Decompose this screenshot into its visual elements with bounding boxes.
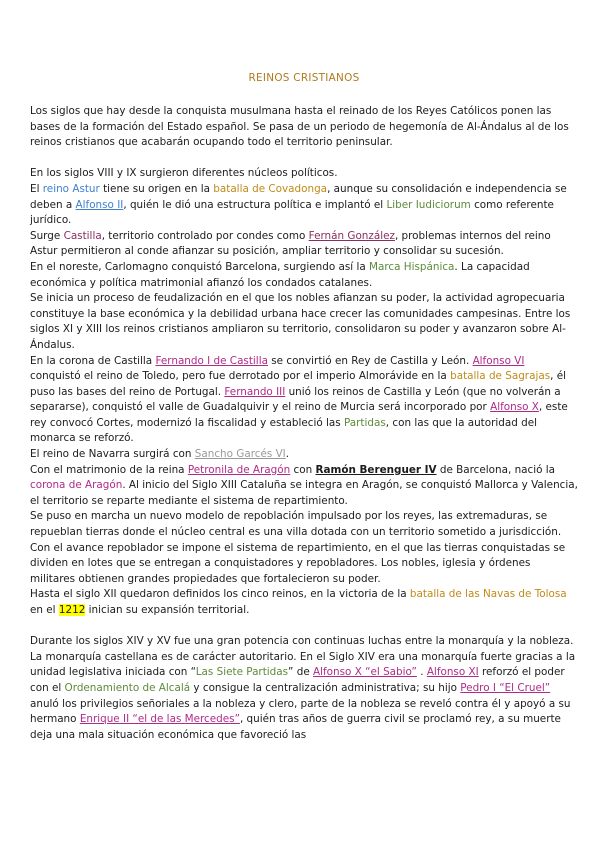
fernando-iii-link[interactable]: Fernando III [224,385,286,398]
feudal-paragraph: Se inicia un proceso de feudalización en el que los nobles afianzan su poder, la actividad agropecuaria constituye la base económica y la debilidad urbana hace crecer las comunidades campesinas. Entre los siglos XI y XIII los reinos cristianos ampliaron su territorio, consolidaron su poder y avanzaron sobre Al-Ándalus. [30,292,571,351]
marca-hispanica-term: Marca Hispánica [369,260,455,273]
alfonso-x-link[interactable]: Alfonso X [490,401,539,414]
partidas-term: Partidas [343,416,386,429]
sagrajas-term: batalla de Sagrajas [450,370,551,383]
reino-astur-term: reino Astur [42,182,100,195]
fernan-gonzalez-link[interactable]: Fernán González [308,229,395,242]
aragon-paragraph: Con el matrimonio de la reina Petronila de Aragón con Ramón Berenguer IV de Barcelona, nació la corona de Aragón. Al inicio del Siglo XIII Cataluña se integra en Aragón, se conquistó Mallorca y Valencia, el territorio se reparte mediante el sistema de repartimiento. [30,463,578,507]
siglos-xiv-xv-paragraph: Durante los siglos XIV y XV fue una gran potencia con continuas luchas entre la monarquía y la nobleza. La monarquía castellana es de carácter autoritario. En el Siglo XIV era una monarquía fuerte gracias a la unidad legislativa iniciada con “Las Siete Partidas” de Alfonso X “el Sabio” . Alfonso XI reforzó el poder con el Ordenamiento de Alcalá y consigue la centralización administrativa; su hijo Pedro I “El Cruel” anuló los privilegios señoriales a la nobleza y clero, parte de la nobleza se reveló contra él y apoyó a su hermano Enrique II “el de las Mercedes”, quién tras años de guerra civil se proclamó rey, a su muerte deja una mala situación económica que favoreció las [30,635,576,741]
intro-paragraph: Los siglos que hay desde la conquista musulmana hasta el reinado de los Reyes Católicos ponen las bases de la formación del Estado español. Se pasa de un periodo de hegemonía de Al-Ándalus al de los reinos cristianos que acabarán ocupando todo el territorio peninsular. [30,105,569,149]
covadonga-term: batalla de Covadonga [213,182,328,195]
fernando-i-link[interactable]: Fernando I de Castilla [155,354,268,367]
alfonso-vi-link[interactable]: Alfonso VI [472,354,525,367]
navas-tolosa-term: batalla de las Navas de Tolosa [409,588,567,601]
page-title: REINOS CRISTIANOS [248,72,360,84]
repartimiento-paragraph: Con el avance repoblador se impone el sistema de repartimiento, en el que las tierras conquistadas se dividen en lotes que se entregan a conquistadores y repobladores. Los nobles, iglesia y órdenes militares obtienen grandes propiedades que fortalecieron su poder. [30,541,566,585]
alfonso-ii-link[interactable]: Alfonso II [75,198,124,211]
siete-partidas-term: Las Siete Partidas [195,666,289,679]
petronila-link[interactable]: Petronila de Aragón [187,463,291,476]
alfonso-sabio-link[interactable]: Alfonso X “el Sabio” [313,666,417,679]
liber-iudiciorum-term: Liber Iudiciorum [386,198,471,211]
navarra-paragraph: El reino de Navarra surgirá con Sancho Garcés VI. [30,448,290,461]
document-body [30,104,578,743]
ordenamiento-term: Ordenamiento de Alcalá [64,681,191,694]
castilla-term: Castilla [63,229,102,242]
corona-aragon-term: corona de Aragón [30,479,123,492]
sancho-garces-link[interactable]: Sancho Garcés VI [194,448,286,461]
alfonso-xi-link[interactable]: Alfonso XI [426,666,479,679]
cinco-reinos-paragraph: Hasta el siglo XII quedaron definidos los cinco reinos, en la victoria de la batalla de las Navas de Tolosa en el 1212 inician su expansión territorial. [30,588,567,616]
castilla-paragraph: Surge Castilla, territorio controlado por condes como Fernán González, problemas internos del reino Astur permitieron al conde afianzar su posición, ampliar territorio y consolidar su sucesión. [30,229,551,258]
year-highlight: 1212 [58,604,86,616]
repoblacion-paragraph: Se puso en marcha un nuevo modelo de repoblación impulsado por los reyes, las extremaduras, se repueblan tierras donde el núcleo central es una villa dotada con un territorio sometido a jurisdicción. [30,510,562,539]
centuries-paragraph: En los siglos VIII y IX surgieron diferentes núcleos políticos. [30,167,338,180]
corona-castilla-paragraph: En la corona de Castilla Fernando I de Castilla se convirtió en Rey de Castilla y León. Alfonso VI conquistó el reino de Toledo, pero fue derrotado por el imperio Almorávide en la batalla de Sagrajas, él puso las bases del reino de Portugal. Fernando III unió los reinos de Castilla y León (que no volverán a separarse), conquistó el valle de Guadalquivir y el reino de Murcia será incorporado por Alfonso X, este rey convocó Cortes, modernizó la fiscalidad y estableció las Partidas, con las que la autoridad del monarca se reforzó. [30,354,568,445]
marca-paragraph: En el noreste, Carlomagno conquistó Barcelona, surgiendo así la Marca Hispánica. La capacidad económica y política matrimonial afianzó los condados catalanes. [30,260,530,289]
ramon-berenguer-link[interactable]: Ramón Berenguer IV [315,463,437,476]
astur-paragraph: El reino Astur tiene su origen en la batalla de Covadonga, aunque su consolidación e independencia se deben a Alfonso II, quién le dió una estructura política e implantó el Liber Iudiciorum como referente jurídico. [30,182,567,227]
enrique-ii-link[interactable]: Enrique II “el de las Mercedes” [79,713,240,726]
pedro-i-link[interactable]: Pedro I “El Cruel” [460,681,551,694]
